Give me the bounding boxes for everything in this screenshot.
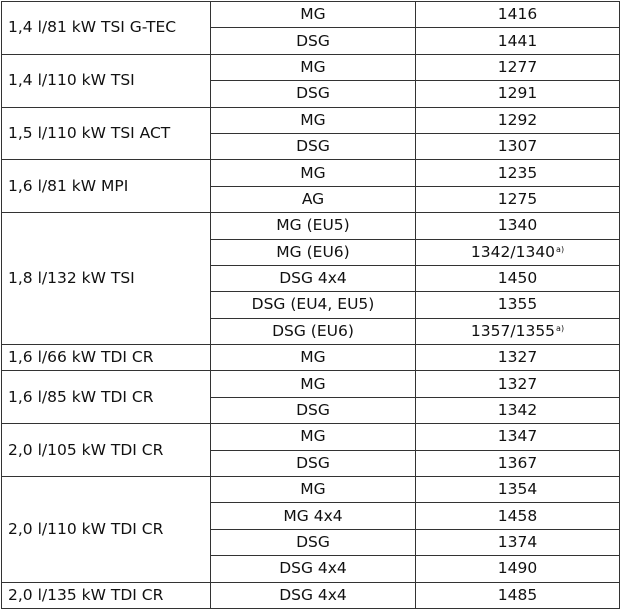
table-row	[2, 107, 620, 133]
weight-value: 1357/1355	[470, 321, 556, 340]
engine-cell: 1,5 l/110 kW TSI ACT	[2, 107, 211, 160]
weight-cell	[416, 160, 620, 186]
footnote-marker: a)	[556, 323, 565, 333]
gearbox-cell: AG	[211, 186, 416, 212]
gearbox-cell: MG	[211, 371, 416, 397]
weight-cell	[416, 397, 620, 423]
gearbox-cell: DSG (EU6)	[211, 318, 416, 344]
engine-cell: 1,6 l/66 kW TDI CR	[2, 345, 211, 371]
weight-value: 1291	[497, 84, 538, 103]
weight-cell	[416, 107, 620, 133]
weight-cell	[416, 450, 620, 476]
weight-cell	[416, 582, 620, 608]
engine-cell: 1,6 l/81 kW MPI	[2, 160, 211, 213]
weight-value: 1275	[497, 189, 538, 208]
table-row	[2, 2, 620, 28]
gearbox-cell: MG (EU5)	[211, 213, 416, 239]
table-row	[2, 54, 620, 80]
weight-value: 1485	[497, 585, 538, 604]
weight-value: 1354	[497, 480, 538, 499]
weight-value: 1342/1340	[470, 242, 556, 261]
weight-cell	[416, 424, 620, 450]
gearbox-cell: DSG 4x4	[211, 582, 416, 608]
gearbox-cell: DSG	[211, 529, 416, 555]
engine-cell: 2,0 l/105 kW TDI CR	[2, 424, 211, 477]
weight-cell	[416, 371, 620, 397]
engine-cell: 1,4 l/110 kW TSI	[2, 54, 211, 107]
engine-cell: 1,8 l/132 kW TSI	[2, 213, 211, 345]
weight-value: 1490	[497, 559, 538, 578]
gearbox-cell: MG	[211, 107, 416, 133]
weight-cell	[416, 81, 620, 107]
gearbox-cell: DSG 4x4	[211, 556, 416, 582]
gearbox-cell: MG	[211, 345, 416, 371]
weight-cell	[416, 213, 620, 239]
weight-spec-table	[1, 1, 620, 609]
weight-value: 1458	[497, 506, 538, 525]
weight-value: 1347	[497, 427, 538, 446]
weight-value: 1235	[497, 163, 538, 182]
table-row	[2, 371, 620, 397]
weight-value: 1292	[497, 110, 538, 129]
gearbox-cell: DSG	[211, 81, 416, 107]
weight-cell	[416, 2, 620, 28]
gearbox-cell: DSG	[211, 450, 416, 476]
weight-value: 1374	[497, 533, 538, 551]
weight-cell	[416, 503, 620, 529]
weight-spec-table-body	[2, 2, 620, 609]
gearbox-cell: MG	[211, 160, 416, 186]
gearbox-cell: DSG (EU4, EU5)	[211, 292, 416, 318]
gearbox-cell: MG	[211, 54, 416, 80]
weight-value: 1416	[497, 5, 538, 24]
gearbox-cell: MG	[211, 477, 416, 503]
gearbox-cell: MG 4x4	[211, 503, 416, 529]
engine-cell: 1,6 l/85 kW TDI CR	[2, 371, 211, 424]
weight-value: 1450	[497, 269, 538, 288]
engine-cell: 2,0 l/135 kW TDI CR	[2, 582, 211, 608]
weight-value: 1441	[497, 31, 538, 50]
weight-cell	[416, 265, 620, 291]
gearbox-cell: DSG	[211, 397, 416, 423]
gearbox-cell: DSG 4x4	[211, 265, 416, 291]
weight-value: 1307	[497, 137, 538, 156]
engine-cell: 2,0 l/110 kW TDI CR	[2, 477, 211, 583]
engine-cell: 1,4 l/81 kW TSI G-TEC	[2, 2, 211, 55]
weight-cell	[416, 292, 620, 318]
weight-value: 1340	[497, 216, 538, 235]
weight-cell	[416, 556, 620, 582]
weight-cell	[416, 529, 620, 555]
table-row	[2, 424, 620, 450]
table-row	[2, 345, 620, 371]
weight-cell	[416, 239, 620, 265]
weight-cell	[416, 477, 620, 503]
gearbox-cell: DSG	[211, 28, 416, 54]
weight-cell	[416, 133, 620, 159]
weight-cell	[416, 54, 620, 80]
gearbox-cell: MG (EU6)	[211, 239, 416, 265]
weight-value: 1342	[497, 401, 538, 420]
gearbox-cell: MG	[211, 424, 416, 450]
weight-cell	[416, 186, 620, 212]
table-row	[2, 213, 620, 239]
table-row	[2, 160, 620, 186]
table-row	[2, 582, 620, 608]
weight-cell	[416, 28, 620, 54]
weight-value: 1327	[497, 374, 538, 393]
footnote-marker: a)	[556, 244, 565, 254]
weight-cell	[416, 345, 620, 371]
weight-value: 1355	[497, 295, 538, 314]
gearbox-cell: MG	[211, 2, 416, 28]
weight-value: 1277	[497, 57, 538, 76]
table-row	[2, 477, 620, 503]
weight-cell	[416, 318, 620, 344]
gearbox-cell: DSG	[211, 133, 416, 159]
weight-value: 1367	[497, 453, 538, 472]
weight-value: 1327	[497, 348, 538, 367]
